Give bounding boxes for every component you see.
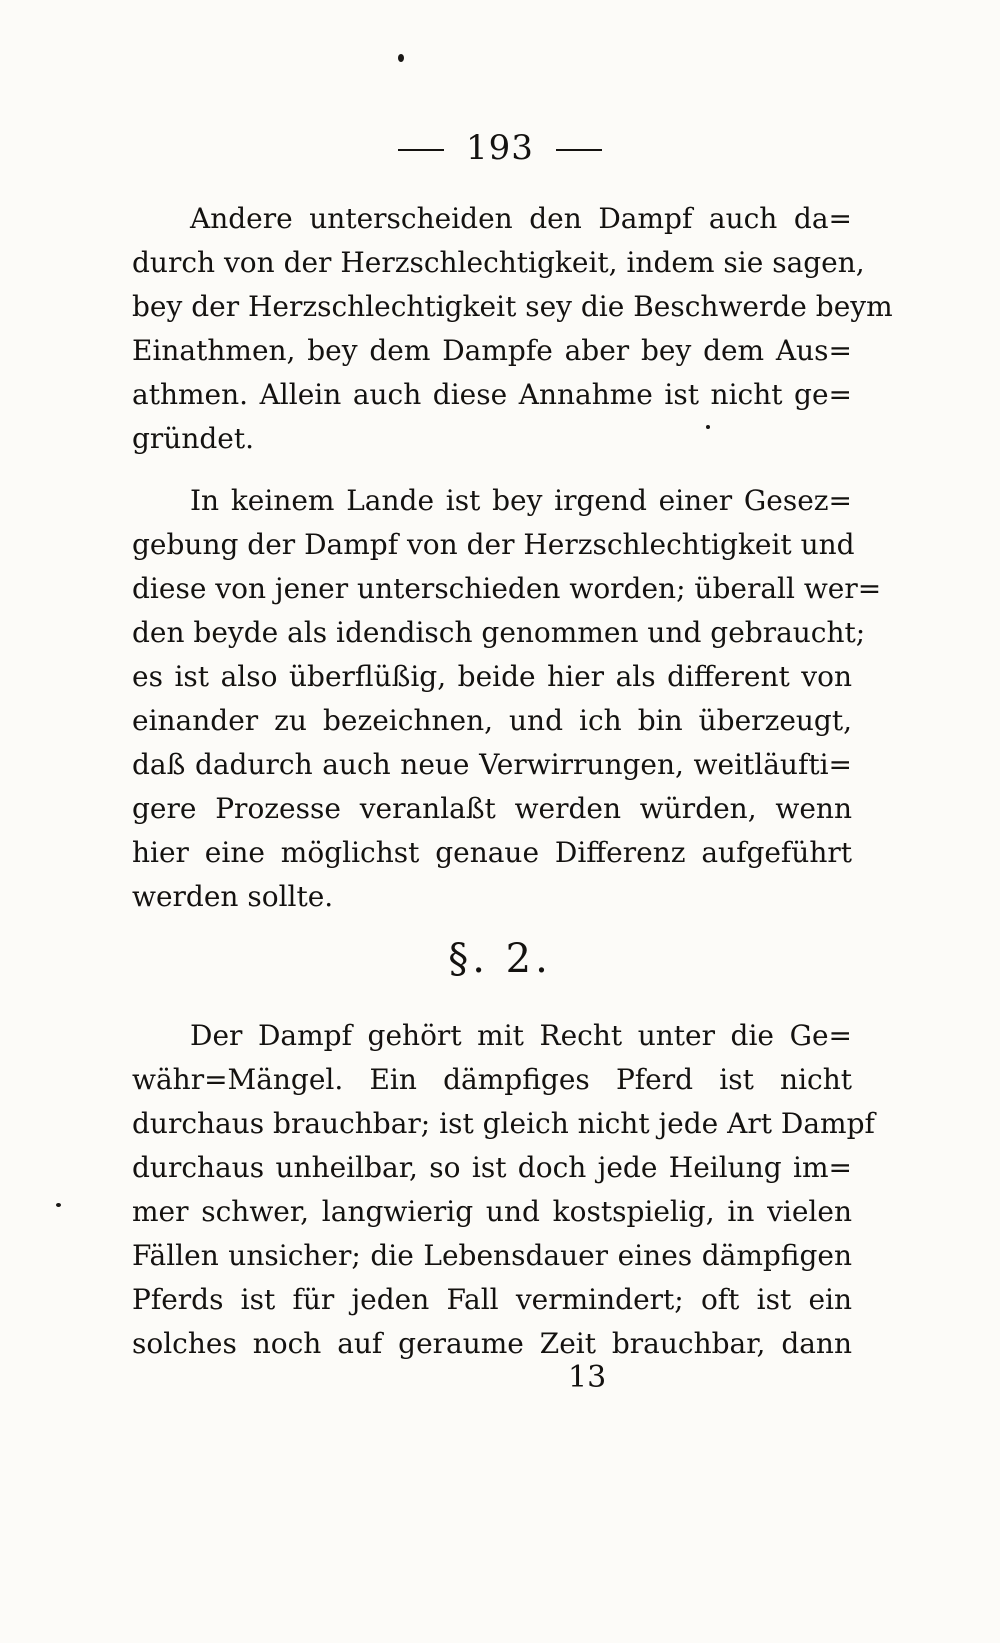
text-line: werden sollte. (132, 880, 334, 913)
ink-speck (56, 1203, 61, 1207)
text-line: es ist also überflüßig, beide hier als different von (132, 660, 852, 693)
paragraph-2 (132, 479, 882, 919)
text-line: solches noch auf geraume Zeit brauchbar, dann (132, 1327, 852, 1360)
paragraph-3 (132, 1014, 875, 1366)
text-line: Pferds ist für jeden Fall vermindert; oft ist ein (132, 1283, 852, 1316)
text-line: Einathmen, bey dem Dampfe aber bey dem Aus= (132, 334, 852, 367)
text-line: währ=Mängel. Ein dämpfiges Pferd ist nicht (132, 1063, 852, 1096)
text-line: gere Prozesse veranlaßt werden würden, wenn (132, 792, 852, 825)
text-line: diese von jener unterschieden worden; überall wer= (132, 572, 882, 605)
page-number: 193 (466, 128, 534, 168)
page-header (0, 128, 1000, 168)
text-line: gründet. (132, 422, 255, 455)
text-line: durchaus unheilbar, so ist doch jede Heilung im= (132, 1151, 852, 1184)
text-line: Andere unterscheiden den Dampf auch da= (190, 202, 852, 235)
text-line: bey der Herzschlechtigkeit sey die Beschwerde beym (132, 290, 893, 323)
text-line: gebung der Dampf von der Herzschlechtigkeit und (132, 528, 855, 561)
text-line: Der Dampf gehört mit Recht unter die Ge= (190, 1019, 852, 1052)
paragraph-1 (132, 197, 893, 461)
text-line: durch von der Herzschlechtigkeit, indem sie sagen, (132, 246, 865, 279)
text-line: In keinem Lande ist bey irgend einer Gesez= (190, 484, 852, 517)
text-line: durchaus brauchbar; ist gleich nicht jede Art Dampf (132, 1107, 875, 1140)
text-line: athmen. Allein auch diese Annahme ist nicht ge= (132, 378, 852, 411)
text-line: mer schwer, langwierig und kostspielig, in vielen (132, 1195, 852, 1228)
text-line: hier eine möglichst genaue Differenz aufgeführt (132, 836, 852, 869)
text-line: einander zu bezeichnen, und ich bin überzeugt, (132, 704, 852, 737)
section-heading: §. 2. (448, 936, 552, 982)
header-dash-right (556, 149, 602, 151)
ink-speck (398, 54, 404, 62)
signature-mark: 13 (568, 1360, 607, 1395)
text-line: den beyde als idendisch genommen und gebraucht; (132, 616, 866, 649)
header-dash-left (398, 149, 444, 151)
text-line: Fällen unsicher; die Lebensdauer eines dämpfigen (132, 1239, 852, 1272)
text-line: daß dadurch auch neue Verwirrungen, weitläufti= (132, 748, 852, 781)
